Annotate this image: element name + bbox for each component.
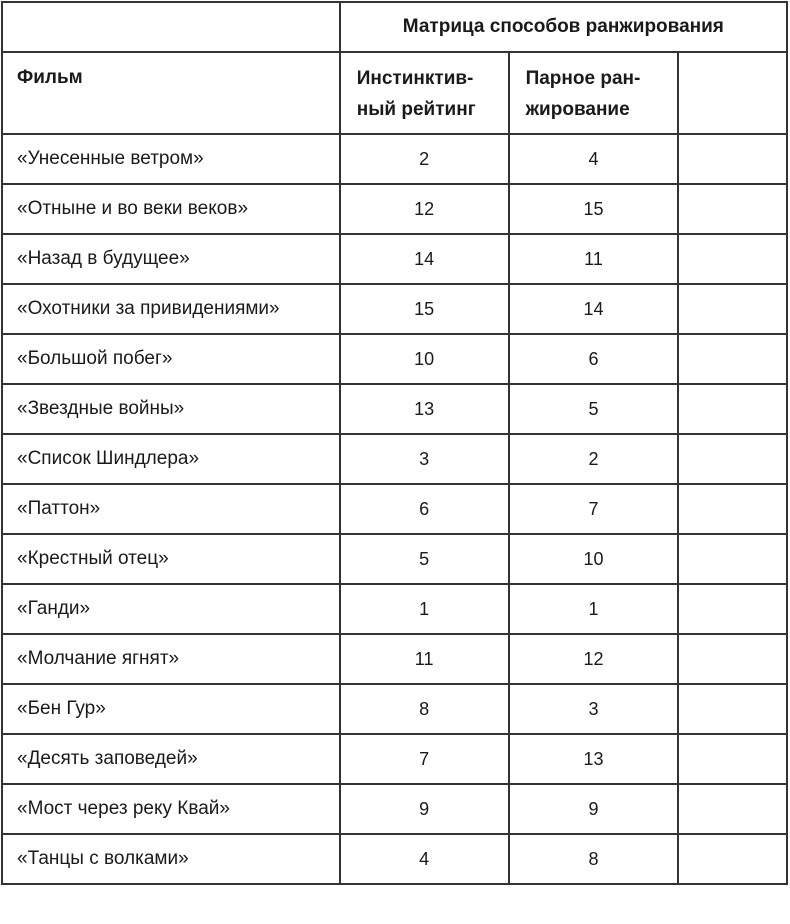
film-cell: «Отныне и во веки веков» [2,184,340,234]
film-cell: «Десять заповедей» [2,734,340,784]
film-cell: «Паттон» [2,484,340,534]
pairwise-ranking-cell: 2 [509,434,679,484]
extra-column-header [678,52,787,134]
film-cell: «Крестный отец» [2,534,340,584]
extra-cell [678,534,787,584]
instinctive-rating-cell: 10 [340,334,509,384]
table-row [2,284,787,334]
film-cell: «Назад в будущее» [2,234,340,284]
extra-cell [678,684,787,734]
pairwise-header-line2: жирование [525,99,630,120]
column-header-row [2,52,787,134]
table-row [2,634,787,684]
instinctive-rating-cell: 15 [340,284,509,334]
instinctive-rating-cell: 7 [340,734,509,784]
pairwise-ranking-cell: 7 [509,484,679,534]
ranking-matrix-table [1,1,788,885]
film-cell: «Молчание ягнят» [2,634,340,684]
instinctive-rating-cell: 2 [340,134,509,184]
instinctive-rating-cell: 1 [340,584,509,634]
pairwise-ranking-cell: 6 [509,334,679,384]
table-row [2,784,787,834]
table-row [2,834,787,884]
table-row [2,184,787,234]
pairwise-ranking-cell: 1 [509,584,679,634]
film-cell: «Охотники за привидениями» [2,284,340,334]
table-row [2,484,787,534]
instinctive-rating-cell: 8 [340,684,509,734]
pairwise-ranking-cell: 13 [509,734,679,784]
table-row [2,434,787,484]
pairwise-ranking-cell: 15 [509,184,679,234]
extra-cell [678,634,787,684]
film-cell: «Мост через реку Квай» [2,784,340,834]
group-header-row [2,2,787,52]
instinctive-rating-cell: 12 [340,184,509,234]
instinctive-header-line1: Инстинктив- [356,68,474,89]
instinctive-header-line2: ный рейтинг [356,99,476,120]
table-row [2,534,787,584]
pairwise-ranking-cell: 4 [509,134,679,184]
table-row [2,234,787,284]
extra-cell [678,134,787,184]
pairwise-ranking-header [509,52,679,134]
pairwise-ranking-cell: 10 [509,534,679,584]
pairwise-ranking-cell: 3 [509,684,679,734]
table-row [2,684,787,734]
film-cell: «Звездные войны» [2,384,340,434]
pairwise-ranking-cell: 5 [509,384,679,434]
pairwise-ranking-cell: 11 [509,234,679,284]
film-cell: «Танцы с волками» [2,834,340,884]
pairwise-ranking-cell: 8 [509,834,679,884]
film-cell: «Большой побег» [2,334,340,384]
extra-cell [678,734,787,784]
pairwise-ranking-cell: 14 [509,284,679,334]
film-cell: «Ганди» [2,584,340,634]
film-column-header: Фильм [2,52,340,134]
extra-cell [678,784,787,834]
table-row [2,384,787,434]
extra-cell [678,434,787,484]
instinctive-rating-cell: 3 [340,434,509,484]
instinctive-rating-cell: 11 [340,634,509,684]
matrix-title: Матрица способов ранжирования [340,2,787,52]
instinctive-rating-cell: 4 [340,834,509,884]
pairwise-ranking-cell: 9 [509,784,679,834]
extra-cell [678,834,787,884]
instinctive-rating-cell: 9 [340,784,509,834]
extra-cell [678,384,787,434]
empty-corner-cell [2,2,340,52]
instinctive-rating-header [340,52,509,134]
pairwise-ranking-cell: 12 [509,634,679,684]
extra-cell [678,334,787,384]
extra-cell [678,584,787,634]
pairwise-header-line1: Парное ран- [525,68,641,89]
extra-cell [678,284,787,334]
instinctive-rating-cell: 5 [340,534,509,584]
instinctive-rating-cell: 14 [340,234,509,284]
extra-cell [678,184,787,234]
film-cell: «Бен Гур» [2,684,340,734]
table-row [2,584,787,634]
table-row [2,134,787,184]
extra-cell [678,484,787,534]
film-cell: «Список Шиндлера» [2,434,340,484]
table-row [2,334,787,384]
instinctive-rating-cell: 6 [340,484,509,534]
table-row [2,734,787,784]
film-cell: «Унесенные ветром» [2,134,340,184]
instinctive-rating-cell: 13 [340,384,509,434]
extra-cell [678,234,787,284]
